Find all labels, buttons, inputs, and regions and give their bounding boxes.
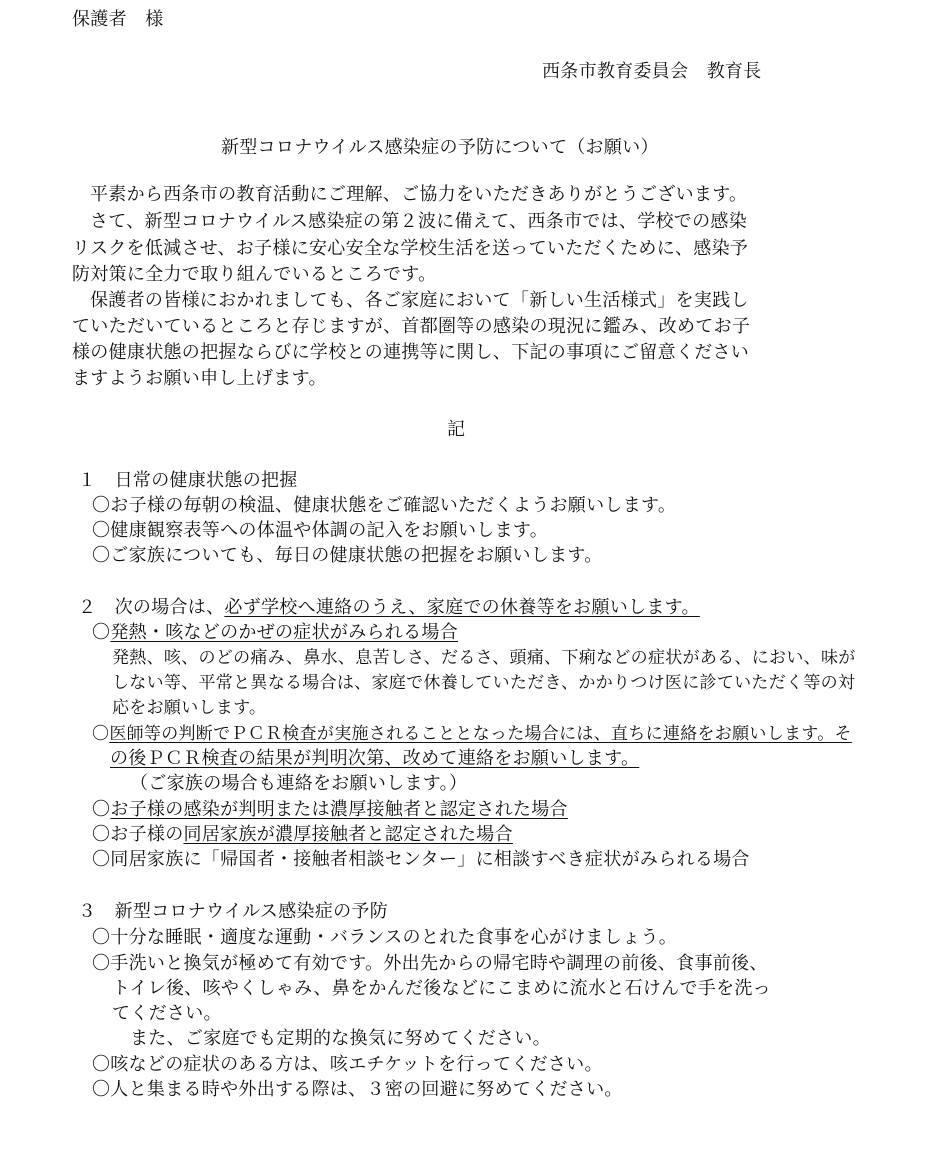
intro-line: さて、新型コロナウイルス感染症の第２波に備えて、西条市では、学校での感染: [90, 211, 747, 232]
section2-item-fever-detail: しない等、平常と異なる場合は、家庭で休養していただき、かかりつけ医に診ていただく等の対: [112, 673, 856, 693]
section2-item-fever-detail: 応をお願いします。: [112, 698, 267, 718]
addressee: 保護者 様: [72, 9, 164, 30]
intro-line: ていただいているところと存じますが、首都圏等の感染の現況に鑑み、改めてお子: [72, 316, 751, 337]
bullet-circle: 〇: [92, 799, 111, 820]
bullet-circle: 〇: [92, 622, 111, 643]
section2-item-fever-detail: 発熱、咳、のどの痛み、鼻水、息苦しさ、だるさ、頭痛、下痢などの症状がある、におい、味が: [112, 648, 856, 668]
intro-line: 平素から西条市の教育活動にご理解、ご協力をいただきありがとうございます。: [90, 184, 748, 205]
section3-item: 〇十分な睡眠・適度な運動・バランスのとれた食事を心がけましょう。: [92, 927, 678, 948]
intro-line: 保護者の皆様におかれましても、各ご家庭において「新しい生活様式」を実践し: [90, 290, 749, 311]
ki-heading: 記: [447, 419, 466, 440]
section3-item-cont: また、ご家庭でも定期的な換気に努めてください。: [130, 1028, 551, 1049]
section3-item-cont: てください。: [112, 1003, 222, 1024]
section2-item-family: [92, 823, 513, 847]
section2-item-center: 〇同居家族に「帰国者・接触者相談センター」に相談すべき症状がみられる場合: [92, 849, 750, 870]
intro-line: リスクを低減させ、お子様に安心安全な学校生活を送っていただくために、感染予: [72, 238, 749, 259]
intro-line: 様の健康状態の把握ならびに学校との連携等に関し、下記の事項にご留意ください: [72, 342, 750, 363]
document-title: 新型コロナウイルス感染症の予防について（お願い）: [221, 137, 659, 158]
section3-item: 〇咳などの症状のある方は、咳エチケットを行ってください。: [92, 1054, 603, 1075]
section2-item-fever: [92, 621, 458, 645]
section2-item-infected-text: お子様の感染が判明または濃厚接触者と認定された場合: [110, 799, 568, 820]
section2-item-family-prefix: 〇お子様の: [92, 824, 184, 845]
section3-heading: ３ 新型コロナウイルス感染症の予防: [78, 901, 389, 922]
section2-item-fever-text: 発熱・咳などのかぜの症状がみられる場合: [110, 622, 459, 643]
section2-heading-prefix: ２ 次の場合は、: [78, 597, 225, 618]
section2-item-infected: [92, 798, 568, 822]
section2-item-pcr-text: 医師等の判断でＰＣＲ検査が実施されることとなった場合には、直ちに連絡をお願いします。そ: [109, 724, 852, 744]
section2-item-family-text: 同居家族が濃厚接触者と認定された場合: [183, 824, 513, 845]
section1-item: 〇健康観察表等への体温や体調の記入をお願いします。: [92, 520, 549, 541]
section3-item: 〇人と集まる時や外出する際は、３密の回避に努めてください。: [92, 1079, 623, 1100]
intro-line: 防対策に全力で取り組んでいるところです。: [72, 264, 437, 285]
bullet-circle: 〇: [92, 724, 110, 744]
sender: 西条市教育委員会 教育長: [542, 61, 762, 82]
intro-line: ますようお願い申し上げます。: [72, 368, 327, 389]
section2-item-pcr: [92, 722, 852, 746]
section2-heading-emphasis: 必ず学校へ連絡のうえ、家庭での休養等をお願いします。: [224, 597, 700, 618]
section1-item: 〇ご家族についても、毎日の健康状態の把握をお願いします。: [92, 545, 603, 566]
section3-item: 〇手洗いと換気が極めて有効です。外出先からの帰宅時や調理の前後、食事前後、: [92, 953, 768, 974]
section2-heading: [78, 596, 700, 620]
section1-heading: １ 日常の健康状態の把握: [78, 470, 298, 491]
section2-item-pcr-note: （ご家族の場合も連絡をお願いします。）: [130, 773, 468, 794]
section2-item-pcr-text-cont: の後ＰＣＲ検査の結果が判明次第、改めて連絡をお願いします。: [110, 748, 640, 769]
section1-item: 〇お子様の毎朝の検温、健康状態をご確認いただくようお願いします。: [92, 495, 677, 516]
section2-item-pcr-cont: [110, 747, 639, 771]
section3-item-cont: トイレ後、咳やくしゃみ、鼻をかんだ後などにこまめに流水と石けんで手を洗っ: [112, 978, 771, 999]
